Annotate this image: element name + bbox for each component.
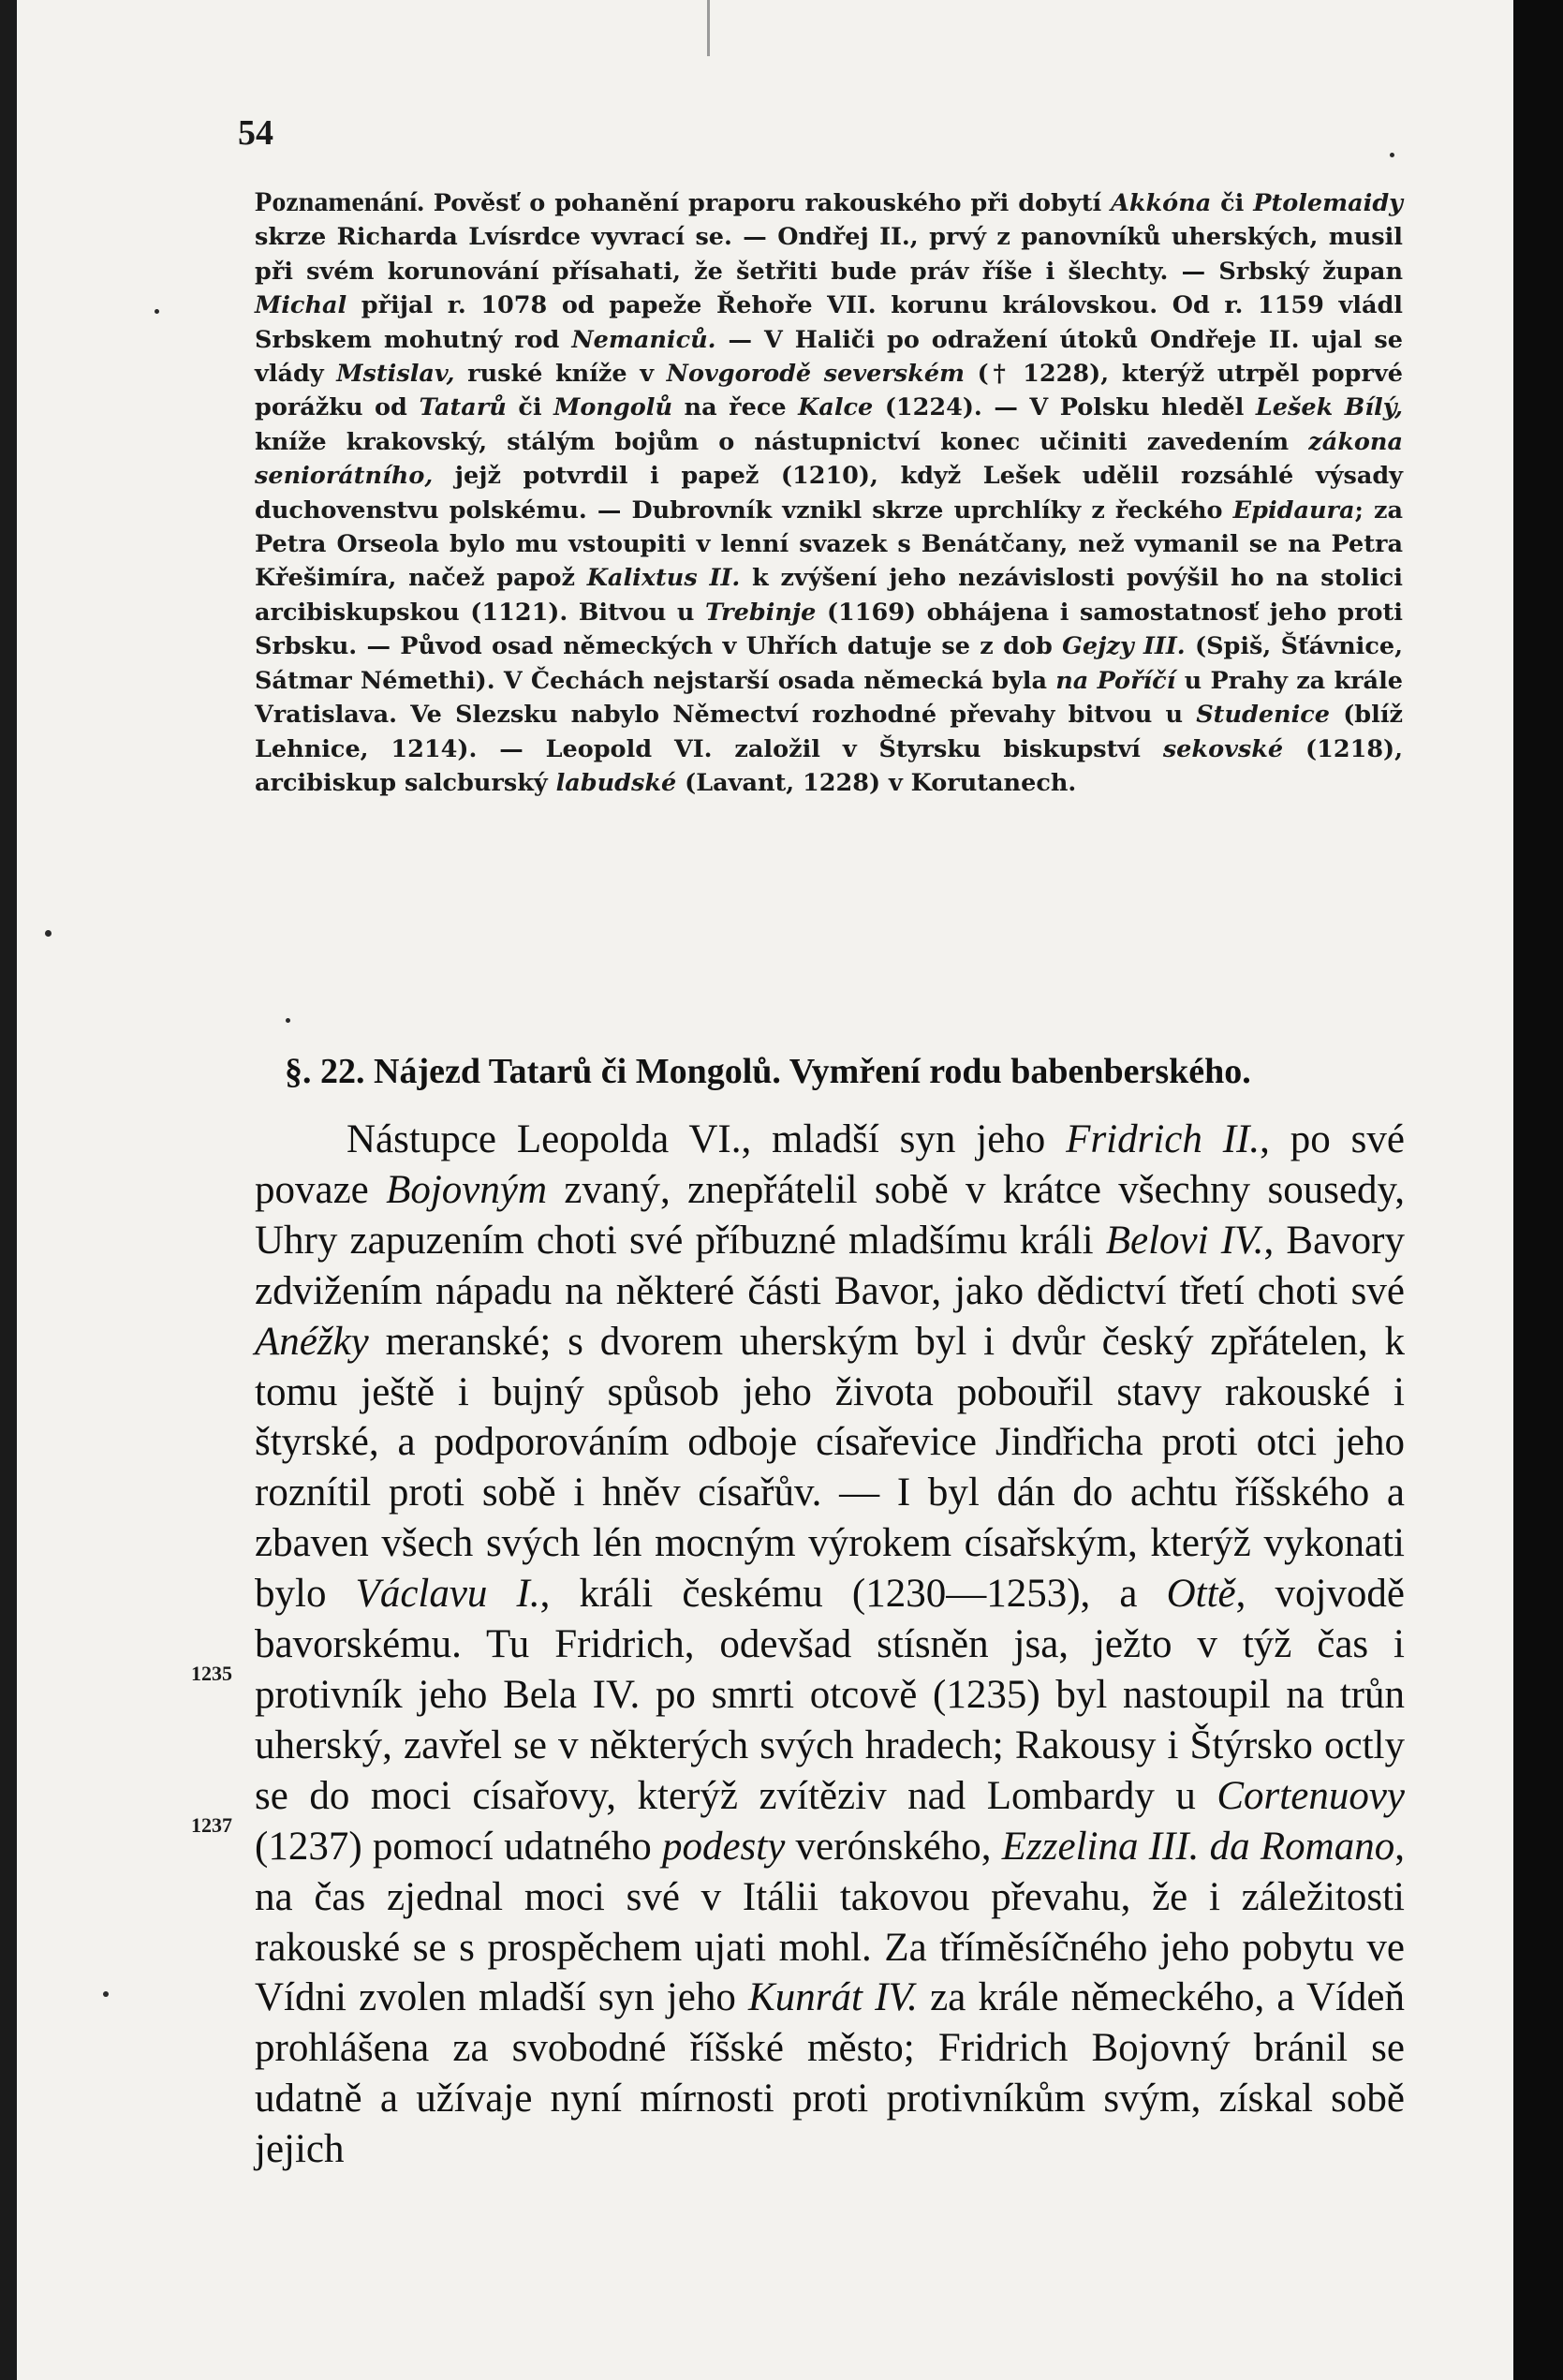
remark-italic: Lešek Bílý,	[1255, 393, 1403, 422]
body-text: , Bavory zdvižením nápadu na některé části Bavor, jako dědictví třetí choti své	[255, 1218, 1405, 1313]
ink-speck	[1390, 153, 1394, 157]
remark-text: či	[506, 393, 554, 422]
body-italic: podesty	[661, 1824, 786, 1869]
page-crease	[707, 0, 710, 56]
body-italic: Anéžky	[255, 1319, 369, 1364]
page-number: 54	[238, 113, 273, 153]
remark-text: ruské kníže v	[454, 360, 667, 389]
remark-text: (blíž Lehnice, 1214). — Leopold VI. založil v Štyrsku biskupství	[255, 701, 1403, 763]
remark-italic: Novgorodě severském	[666, 360, 966, 389]
remark-italic: Nemaniců.	[571, 325, 716, 354]
body-italic: Belovi IV.	[1105, 1218, 1264, 1263]
remark-italic: Akkóna	[1111, 189, 1212, 217]
remark-italic: na Poříčí	[1055, 666, 1176, 695]
remark-text: u Prahy za krále Vratislava. Ve Slezsku nabylo Němectví rozhodné převahy bitvou u	[255, 666, 1403, 730]
body-italic: Ezzelina III. da Romano	[1001, 1824, 1395, 1869]
margin-year-1237: 1237	[191, 1813, 232, 1837]
remark-italic: Mstislav,	[336, 360, 455, 389]
remark-text: jejž potvrdil i papež (1210), když Lešek udělil rozsáhlé výsady duchovenstvu polskému. — Dubrovník vznikl skrze uprchlíky z řeckého	[255, 462, 1403, 525]
scan-edge	[1513, 0, 1563, 2380]
main-paragraph	[255, 1115, 1405, 2175]
remark-text: (Lavant, 1228) v Korutanech.	[676, 768, 1077, 797]
body-text: , na čas zjednal moci své v Itálii takovou převahu, že i záležitosti rakouské se s prospěchem ujati mohl. Za tříměsíčného jeho pobytu ve Vídni zvolen mladší syn jeho	[255, 1824, 1405, 2020]
remark-italic: Trebinje	[705, 598, 817, 627]
ink-speck	[103, 1991, 109, 1997]
remark-text: skrze Richarda Lvísrdce vyvrací se. — Ondřej II., prvý z panovníků uherských, musil při svém korunování přísahati, že šetřiti bude práv říše i šlechty. — Srbský župan	[255, 223, 1403, 286]
body-text: (1237) pomocí udatného	[255, 1824, 662, 1869]
remark-text: Pověsť o pohanění praporu rakouského při dobytí	[423, 189, 1112, 217]
main-text	[255, 1115, 1405, 2175]
remark-italic: Gejzy III.	[1062, 632, 1186, 661]
body-text: Nástupce Leopolda VI., mladší syn jeho	[347, 1117, 1067, 1161]
section-heading: §. 22. Nájezd Tatarů či Mongolů. Vymření rodu babenberského.	[285, 1052, 1251, 1091]
remark-italic: labudské	[555, 768, 677, 797]
remark-text: († 1228), kterýž utrpěl poprvé porážku od	[255, 360, 1403, 422]
body-italic: Ottě	[1166, 1572, 1236, 1617]
body-italic: Bojovným	[386, 1167, 548, 1212]
body-text: zvaný, znepřátelil sobě v krátce všechny sousedy, Uhry zapuzením choti své příbuzné mladšímu králi	[255, 1167, 1405, 1263]
remark-text: k zvýšení jeho nezávislosti povýšil ho na stolici arcibiskupskou (1121). Bitvou u	[255, 564, 1403, 627]
body-italic: Cortenuovy	[1216, 1773, 1405, 1818]
remark-text: (1218), arcibiskup salcburský	[255, 734, 1404, 797]
body-text: , po své povaze	[255, 1117, 1405, 1212]
remark-italic: Kalixtus II.	[586, 564, 741, 593]
remark-italic: Kalce	[798, 393, 874, 422]
remark-text: (1169) obhájena i samostatnosť jeho proti Srbsku. — Původ osad německých v Uhřích datuje se z dob	[255, 598, 1403, 661]
body-text: , vojvodě bavorskému. Tu Fridrich, odevšad stísněn jsa, ježto v týž čas i protivník jeho Bela IV. po smrti otcově (1235) byl nastoupil na trůn uherský, zavřel se v některých svých hradech; Rakousy i Štýrsko octly se do moci císařovy, kterýž zvítěziv nad Lombardy u	[255, 1572, 1405, 1818]
remark-italic: zákona seniorátního,	[255, 427, 1403, 491]
ink-speck	[45, 930, 52, 937]
ink-speck	[286, 1018, 290, 1023]
remark-italic: Mongolů	[553, 393, 672, 422]
ink-speck	[155, 309, 159, 314]
remark-italic: Epidaura	[1232, 495, 1355, 525]
remark-label: Poznamenání.	[255, 186, 424, 217]
remark-text: přijal r. 1078 od papeže Řehoře VII. korunu královskou. Od r. 1159 vládl Srbskem mohutný rod	[255, 291, 1403, 354]
remark-text: (Spiš, Šťávnice, Sátmar Némethi). V Čechách nejstarší osada německá byla	[255, 632, 1403, 695]
body-text: , králi českému (1230—1253), a	[539, 1572, 1167, 1617]
remark-italic: Tatarů	[419, 393, 507, 422]
body-italic: Václavu I.	[355, 1572, 540, 1617]
body-text: meranské; s dvorem uherským byl i dvůr český zpřátelen, k tomu ještě i bujný spůsob jeho života pobouřil stavy rakouské i štyrské, a podporováním odboje císařevice Jindřicha proti otci jeho roznítil proti sobě i hněv císařův. — I byl dán do achtu říšského a zbaven všech svých lén mocným výrokem císařským, kterýž vykonati bylo	[255, 1319, 1405, 1617]
body-text: verónského,	[785, 1824, 1002, 1869]
remark-italic: Ptolemaidy	[1253, 189, 1403, 217]
remark-text: či	[1211, 189, 1254, 217]
body-text: za krále německého, a Vídeň prohlášena za svobodné říšské město; Fridrich Bojovný bránil se udatně a užívaje nyní mírnosti proti protivníkům svým, získal sobě jejich	[255, 1975, 1406, 2172]
remark-text: (1224). — V Polsku hleděl	[873, 393, 1256, 422]
body-italic: Kunrát IV.	[748, 1975, 918, 2020]
margin-year-1235: 1235	[191, 1662, 232, 1685]
remark-italic: Michal	[255, 291, 347, 320]
remark-text: na řece	[671, 393, 799, 422]
remark-text: kníže krakovský, stálým bojům o nástupnictví konec učiniti zavedením	[255, 427, 1309, 456]
remark-italic: sekovské	[1162, 734, 1284, 763]
remark-italic: Studenice	[1196, 701, 1331, 730]
remark-text: — V Haliči po odražení útoků Ondřeje II. ujal se vlády	[255, 325, 1403, 389]
footnote-remark	[255, 185, 1403, 800]
remark-text: ; za Petra Orseola bylo mu vstoupiti v lenní svazek s Benátčany, než vymanil se na Petra Křešimíra, načež papož	[255, 495, 1404, 593]
body-italic: Fridrich II.	[1066, 1117, 1261, 1161]
